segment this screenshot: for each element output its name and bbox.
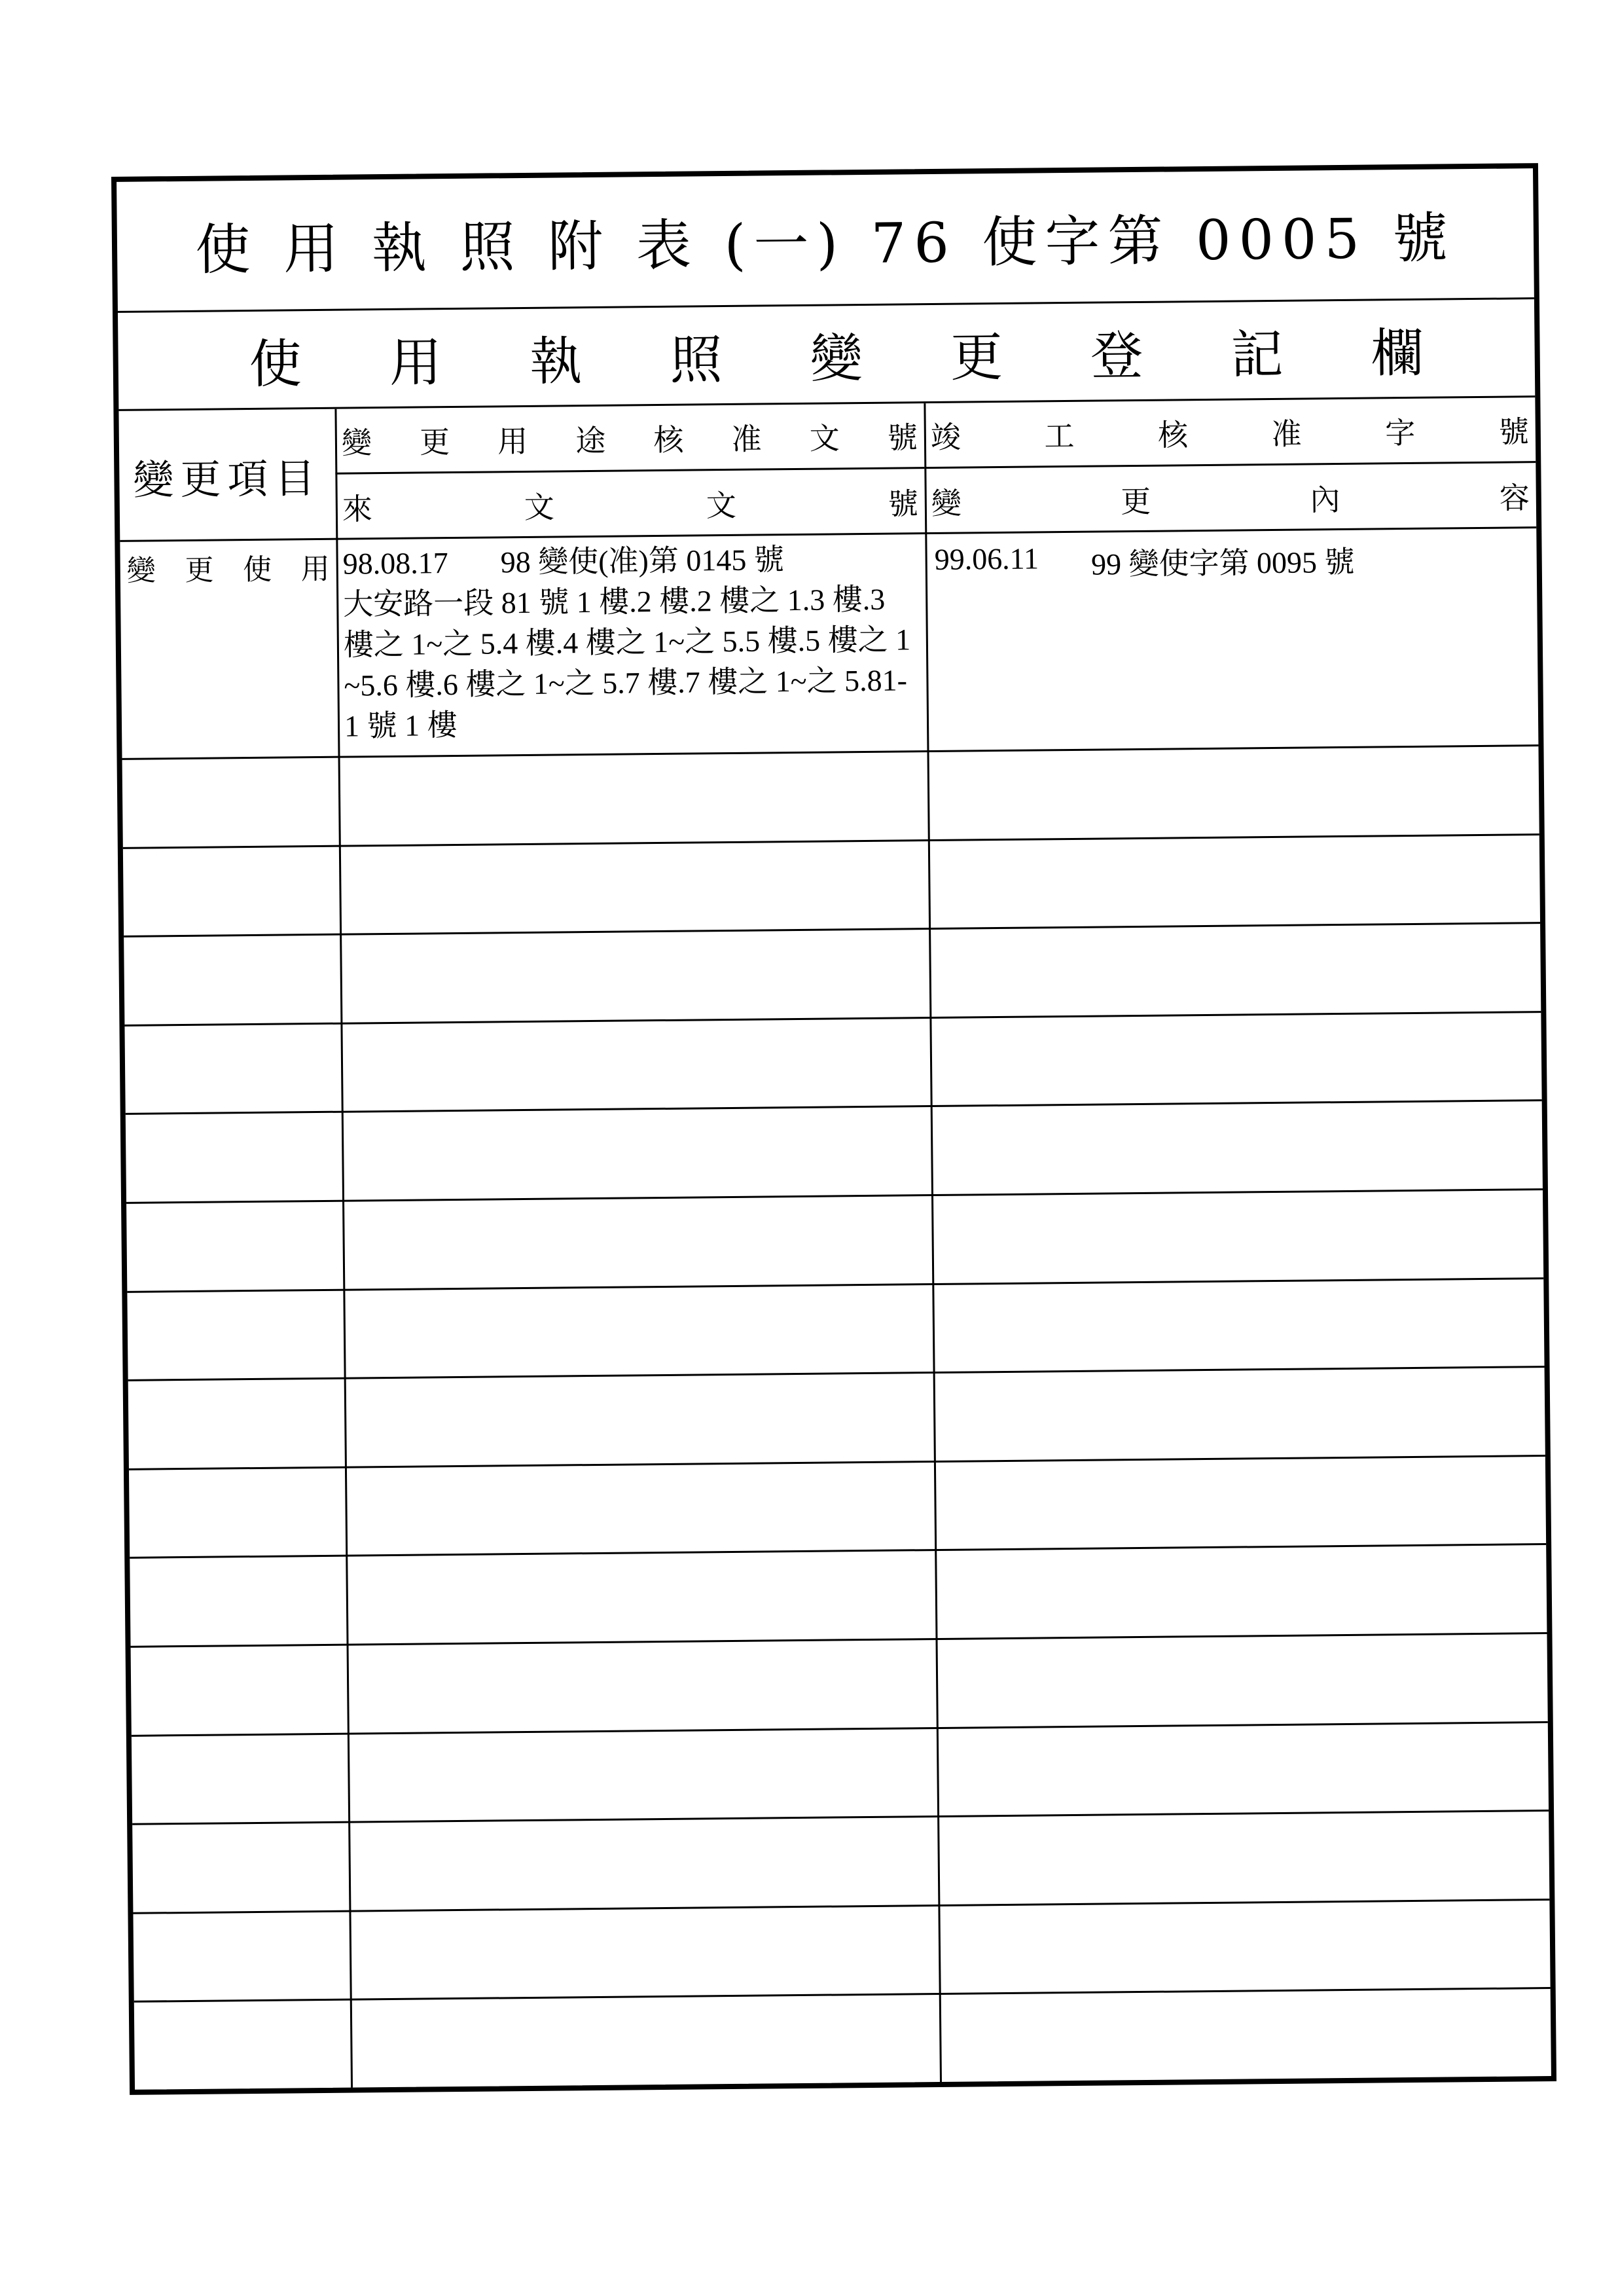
table-row: [128, 1366, 1545, 1470]
license-table: [111, 163, 1556, 2095]
heading-character: 使: [249, 333, 302, 395]
heading-character: 文: [706, 487, 737, 524]
heading-character: 途: [575, 422, 606, 458]
heading-character: 更: [185, 553, 214, 587]
table-row: [122, 744, 1539, 848]
heading-character: 文: [809, 420, 840, 456]
table-row: [127, 1277, 1544, 1381]
heading-character: 變: [341, 424, 372, 461]
heading-character: 欄: [1371, 322, 1424, 384]
heading-character: 記: [1230, 323, 1284, 386]
table-row: [134, 1987, 1551, 2091]
header-change-item: 變更項目: [133, 454, 322, 504]
table-header: [118, 397, 1536, 542]
heading-character: 登: [1090, 325, 1143, 387]
table-row: [133, 1899, 1550, 2003]
table-row: [123, 833, 1540, 938]
heading-character: 更: [950, 326, 1003, 388]
table-row: [124, 1011, 1541, 1115]
heading-character: 用: [389, 332, 442, 393]
header-change-use-approval-number: [334, 403, 924, 475]
heading-character: 內: [1310, 482, 1340, 518]
entry-doc-date: 98.08.17: [342, 546, 448, 581]
heading-character: 號: [888, 486, 919, 522]
heading-character: 號: [887, 419, 918, 456]
heading-character: 核: [1157, 416, 1189, 453]
document-title: [117, 168, 1534, 313]
heading-character: 使: [242, 553, 272, 587]
table-row: [131, 1632, 1548, 1736]
entry-approval-number: 99 變使字第 0095 號: [1090, 545, 1355, 581]
table-row: [132, 1721, 1549, 1825]
heading-character: 工: [1044, 418, 1075, 454]
heading-character: 號: [1498, 413, 1530, 450]
table-row: [129, 1455, 1546, 1559]
document-title-text: 使 用 執 照 附 表 (一) 76 使字第 0005 號: [194, 206, 1456, 282]
table-row: [126, 1099, 1543, 1203]
heading-character: 變: [810, 327, 863, 390]
entry-change-item: [120, 540, 336, 594]
heading-character: 容: [1499, 480, 1530, 516]
heading-character: 竣: [930, 419, 962, 455]
heading-character: 更: [1120, 483, 1151, 520]
section-subtitle: [118, 299, 1535, 411]
header-completion-approval-number: [924, 397, 1536, 469]
table-row: [124, 922, 1541, 1026]
entry-approval: [931, 528, 1537, 593]
table-row: [132, 1810, 1549, 1914]
table-row: [126, 1188, 1543, 1292]
heading-character: 來: [342, 491, 373, 527]
heading-character: 變: [126, 554, 156, 588]
heading-character: 文: [524, 489, 555, 525]
entry-address: 大安路一段 81 號 1 樓.2 樓.2 樓之 1.3 樓.3 樓之 1~之 5.4 樓.4 樓之 1~之 5.5 樓.5 樓之 1~5.6 樓.6 樓之 1~之 5.7 樓.7 樓之 1~之 5.81-1 號 1 樓: [343, 582, 911, 743]
heading-character: 字: [1384, 414, 1416, 450]
table-row: [130, 1543, 1547, 1647]
header-change-content: [924, 463, 1536, 534]
heading-character: 核: [653, 422, 684, 458]
entry-approval-date: 99.06.11: [934, 541, 1039, 576]
heading-character: 准: [731, 420, 762, 457]
heading-character: 用: [300, 552, 330, 587]
heading-character: 准: [1271, 416, 1302, 452]
entry-doc-number: 98 變使(准)第 0145 號: [500, 543, 785, 579]
heading-character: 用: [497, 423, 528, 459]
table-row: [120, 528, 1538, 758]
heading-character: 變: [931, 485, 962, 521]
header-incoming-document-number: [335, 469, 925, 540]
heading-character: 更: [419, 424, 450, 460]
entry-document: [340, 534, 924, 751]
heading-character: 照: [670, 329, 723, 391]
table-body: [120, 528, 1551, 2090]
heading-character: 執: [529, 331, 583, 392]
